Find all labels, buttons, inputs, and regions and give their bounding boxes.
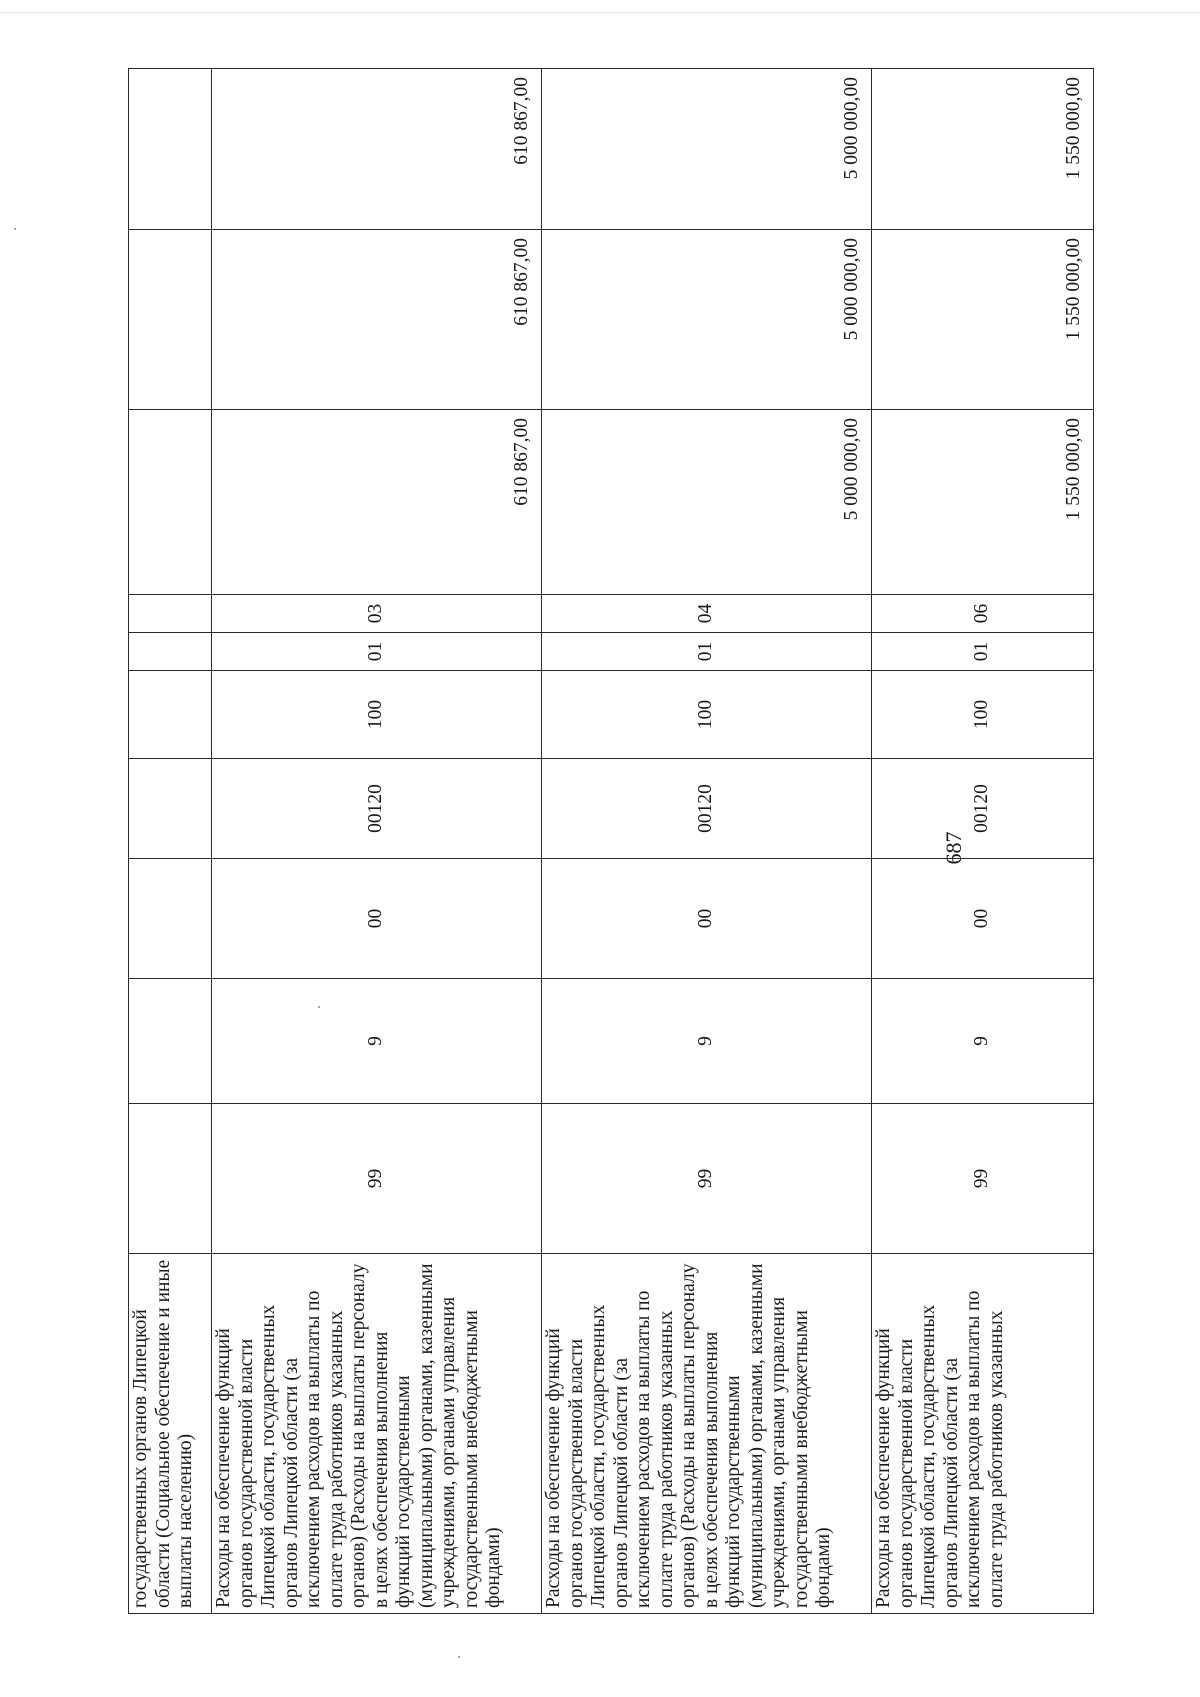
direction-code-cell (129, 759, 212, 859)
amount-cell-1: 5 000 000,00 (542, 410, 872, 595)
subsection-cell: 03 (212, 595, 542, 633)
expense-type-cell: 100 (872, 671, 1094, 759)
main-event-code-cell: 00 (542, 859, 872, 979)
budget-table (128, 68, 1094, 1614)
amount-cell-2: 5 000 000,00 (542, 230, 872, 410)
scan-speck (458, 1656, 460, 1658)
expense-type-cell: 100 (212, 671, 542, 759)
subsection-cell: 06 (872, 595, 1094, 633)
amount-cell-3: 1 550 000,00 (872, 69, 1094, 230)
subprogram-code-cell: 9 (872, 979, 1094, 1104)
table-row (212, 69, 542, 1614)
page-number: 687 (941, 831, 966, 865)
amount-cell-3: 5 000 000,00 (542, 69, 872, 230)
amount-cell-3 (129, 69, 212, 230)
rotated-table-wrapper (128, 69, 1093, 1614)
amount-cell-1: 610 867,00 (212, 410, 542, 595)
direction-code-cell: 00120 (542, 759, 872, 859)
row-name-cell: государственных органов Липецкой области (Социальное обеспечение и иные выплаты населению) (129, 1254, 212, 1614)
subprogram-code-cell: 9 (542, 979, 872, 1104)
amount-cell-2: 1 550 000,00 (872, 230, 1094, 410)
amount-cell-2: 610 867,00 (212, 230, 542, 410)
amount-cell-1: 1 550 000,00 (872, 410, 1094, 595)
expense-type-cell: 100 (542, 671, 872, 759)
section-cell: 01 (212, 633, 542, 671)
program-code-cell: 99 (212, 1104, 542, 1254)
subsection-cell (129, 595, 212, 633)
program-code-cell: 99 (542, 1104, 872, 1254)
section-cell: 01 (872, 633, 1094, 671)
direction-code-cell: 00120 (872, 759, 1094, 859)
expense-type-cell (129, 671, 212, 759)
program-code-cell: 99 (872, 1104, 1094, 1254)
row-name-cell: Расходы на обеспечение функций органов государственной власти Липецкой области, государственных органов Липецкой области (за исключением расходов на выплаты по оплате труда работников указанных (872, 1254, 1094, 1614)
main-event-code-cell: 00 (212, 859, 542, 979)
main-event-code-cell: 00 (872, 859, 1094, 979)
table-row (872, 69, 1094, 1614)
row-name-cell: Расходы на обеспечение функций органов государственной власти Липецкой области, государственных органов Липецкой области (за исключением расходов на выплаты по оплате труда работников указанных органов) (Расходы на выплаты персоналу в целях обеспечения выполнения функций государственными (муниципальными) органами, казенными учреждениями, органами управления государственными внебюджетными фондами) (542, 1254, 872, 1614)
table-row (542, 69, 872, 1614)
direction-code-cell: 00120 (212, 759, 542, 859)
program-code-cell (129, 1104, 212, 1254)
subsection-cell: 04 (542, 595, 872, 633)
subprogram-code-cell (129, 979, 212, 1104)
section-cell: 01 (542, 633, 872, 671)
amount-cell-1 (129, 410, 212, 595)
amount-cell-2 (129, 230, 212, 410)
subprogram-code-cell: 9 (212, 979, 542, 1104)
scan-edge-line (0, 12, 1200, 13)
main-event-code-cell (129, 859, 212, 979)
table-row (129, 69, 212, 1614)
row-name-cell: Расходы на обеспечение функций органов государственной власти Липецкой области, государственных органов Липецкой области (за исключением расходов на выплаты по оплате труда работников указанных органов) (Расходы на выплаты персоналу в целях обеспечения выполнения функций государственными (муниципальными) органами, казенными учреждениями, органами управления государственными внебюджетными фондами) (212, 1254, 542, 1614)
section-cell (129, 633, 212, 671)
amount-cell-3: 610 867,00 (212, 69, 542, 230)
scan-speck (14, 228, 16, 230)
